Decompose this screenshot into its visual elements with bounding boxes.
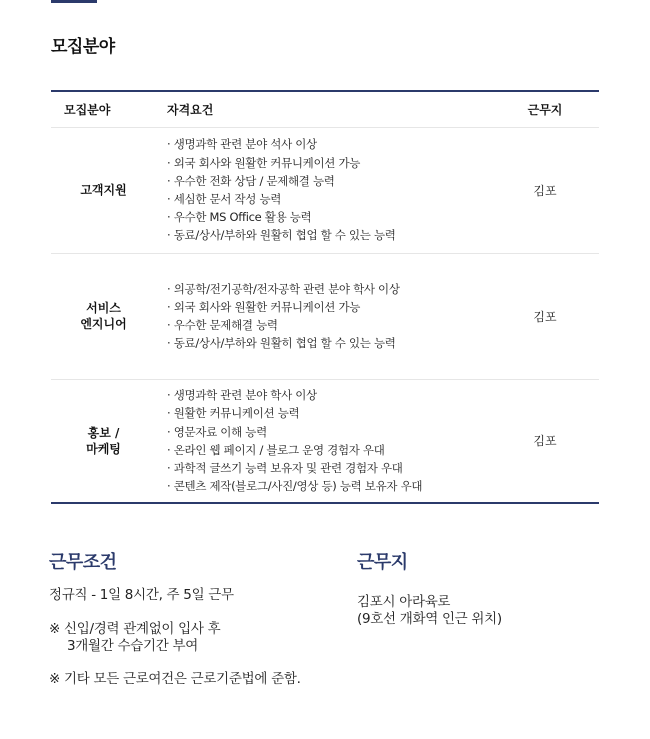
requirements-cell xyxy=(156,379,491,503)
conditions-line: ※ 기타 모든 근로여건은 근로기준법에 준함. xyxy=(49,671,301,687)
conditions-line: 정규직 - 1일 8시간, 주 5일 근무 xyxy=(49,587,234,603)
requirement-item: · 외국 회사와 원활한 커뮤니케이션 가능 xyxy=(167,154,491,172)
requirement-item: · 세심한 문서 작성 능력 xyxy=(167,190,491,208)
table-row xyxy=(51,379,599,503)
top-tab-indicator xyxy=(51,0,97,3)
requirement-item: · 생명과학 관련 분야 석사 이상 xyxy=(167,135,491,153)
field-cell xyxy=(51,379,156,503)
table-row xyxy=(51,253,599,379)
table-row xyxy=(51,127,599,253)
requirement-item: · 우수한 문제해결 능력 xyxy=(167,316,491,334)
field-name: 마케팅 xyxy=(86,441,121,456)
header-field: 모집분야 xyxy=(51,91,156,127)
field-name: 서비스 xyxy=(86,301,121,315)
requirement-item: · 외국 회사와 원활한 커뮤니케이션 가능 xyxy=(167,298,491,316)
requirement-item: · 콘텐츠 제작(블로그/사진/영상 등) 능력 보유자 우대 xyxy=(167,477,491,495)
requirements-cell xyxy=(156,127,491,253)
requirement-item: · 동료/상사/부하와 원활히 협업 할 수 있는 능력 xyxy=(167,334,491,352)
requirement-item: · 동료/상사/부하와 원활히 협업 할 수 있는 능력 xyxy=(167,226,491,244)
field-name: 엔지니어 xyxy=(80,317,127,331)
field-cell xyxy=(51,253,156,379)
requirement-item: · 과학적 글쓰기 능력 보유자 및 관련 경험자 우대 xyxy=(167,459,491,477)
requirement-item: · 영문자료 이해 능력 xyxy=(167,423,491,441)
location-cell: 김포 xyxy=(533,434,557,449)
header-requirements: 자격요건 xyxy=(156,91,491,127)
recruit-table xyxy=(51,90,599,504)
requirement-item: · 온라인 웹 페이지 / 블로그 운영 경험자 우대 xyxy=(167,441,491,459)
requirement-item: · 생명과학 관련 분야 학사 이상 xyxy=(167,386,491,404)
requirement-item: · 의공학/전기공학/전자공학 관련 분야 학사 이상 xyxy=(167,280,491,298)
conditions-title: 근무조건 xyxy=(49,552,117,573)
conditions-line: ※ 신입/경력 관계없이 입사 후 xyxy=(49,621,221,637)
workplace-note: (9호선 개화역 인근 위치) xyxy=(357,611,502,627)
conditions-line: 3개월간 수습기간 부여 xyxy=(67,638,198,654)
workplace-title: 근무지 xyxy=(357,552,408,573)
requirement-item: · 우수한 MS Office 활용 능력 xyxy=(167,208,491,226)
requirements-cell xyxy=(156,253,491,379)
location-cell: 김포 xyxy=(491,127,599,253)
field-name: 고객지원 xyxy=(80,183,127,197)
section-title: 모집분야 xyxy=(51,37,115,57)
requirement-item: · 우수한 전화 상담 / 문제해결 능력 xyxy=(167,172,491,190)
workplace-address: 김포시 아라육로 xyxy=(357,594,451,610)
table-header-row xyxy=(51,91,599,127)
field-cell xyxy=(51,127,156,253)
header-location: 근무지 xyxy=(491,91,599,127)
requirement-item: · 원활한 커뮤니케이션 능력 xyxy=(167,404,491,422)
field-name: 홍보 / xyxy=(87,425,120,440)
location-cell: 김포 xyxy=(491,253,599,379)
